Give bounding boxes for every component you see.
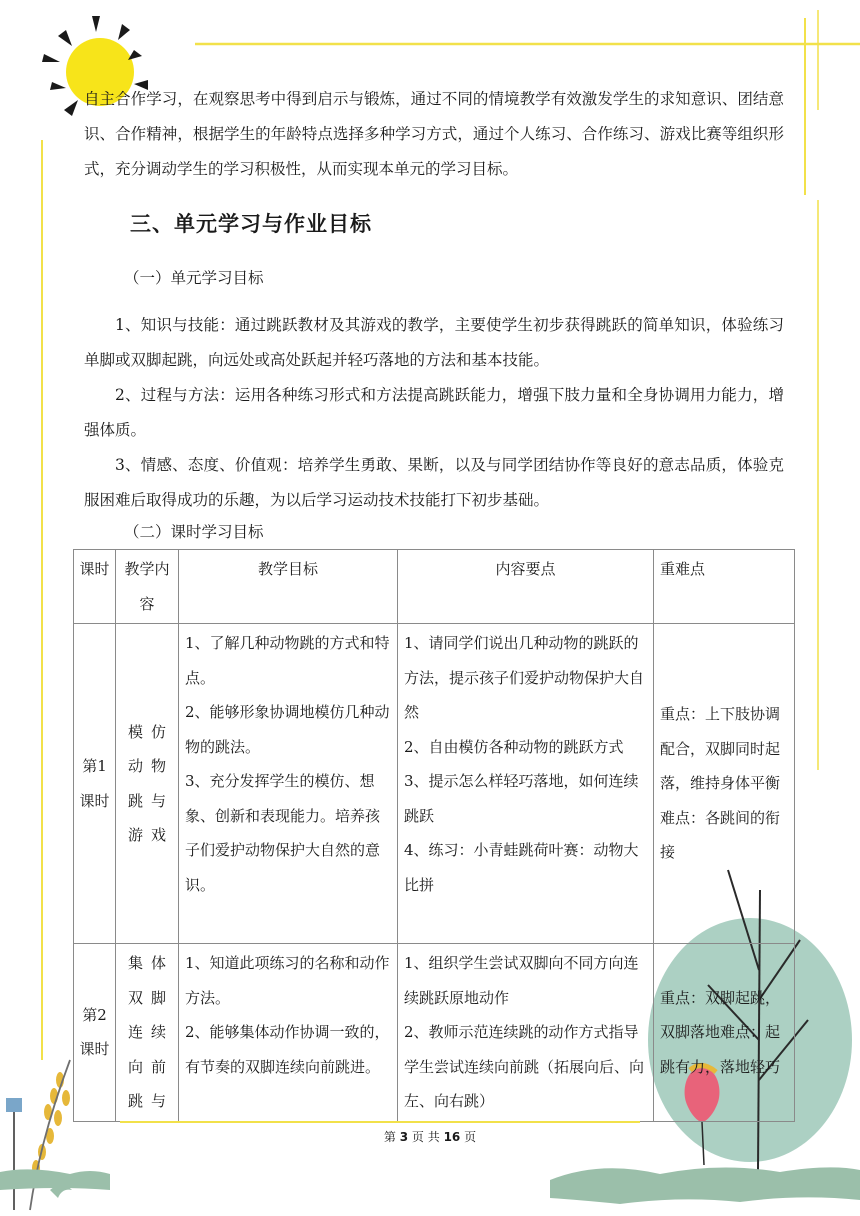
row1-key-point-1: 重点：上下肢协调配合，双脚同时起落，维持身体平衡 xyxy=(660,705,781,793)
row1-points xyxy=(398,624,654,944)
section-heading: 三、单元学习与作业目标 xyxy=(130,211,372,236)
row1-point-2: 2、自由模仿各种动物的跳跃方式 xyxy=(404,737,624,756)
lesson-goals-table xyxy=(73,549,795,1122)
footer-rule-decoration xyxy=(0,1120,860,1124)
row1-point-4: 4、练习：小青蛙跳荷叶赛：动物大比拼 xyxy=(404,841,639,894)
row1-key-point-2: 难点：各跳间的衔接 xyxy=(660,808,781,862)
row2-objective-2: 2、能够集体动作协调一致的，有节奏的双脚连续向前跳进。 xyxy=(185,1023,390,1076)
header-points: 内容要点 xyxy=(398,550,654,624)
header-content: 教学内容 xyxy=(116,550,179,624)
intro-paragraph: 自主合作学习，在观察思考中得到启示与锻炼，通过不同的情境教学有效激发学生的求知意识、团结意识、合作精神，根据学生的年龄特点选择多种学习方式，通过个人练习、合作练习、游戏比赛等组织形式，充分调动学生的学习积极性，从而实现本单元的学习目标。 xyxy=(84,90,784,178)
row1-objective-2: 2、能够形象协调地模仿几种动物的跳法。 xyxy=(185,703,390,756)
row2-objective-1: 1、知道此项练习的名称和动作方法。 xyxy=(185,954,390,1007)
unit-goals-heading: （一）单元学习目标 xyxy=(124,269,264,287)
footer-prefix: 第 xyxy=(383,1130,396,1144)
table-header-row xyxy=(74,550,795,624)
row2-content: 集体双脚连续向前跳与 xyxy=(116,944,179,1122)
row2-point-1: 1、组织学生尝试双脚向不同方向连续跳跃原地动作 xyxy=(404,954,639,1007)
header-objectives: 教学目标 xyxy=(179,550,398,624)
header-lesson: 课时 xyxy=(74,550,116,624)
footer-total-pages: 16 xyxy=(443,1130,461,1144)
row2-point-2: 2、教师示范连续跳的动作方式指导学生尝试连续向前跳（拓展向后、向左、向右跳） xyxy=(404,1023,645,1110)
footer-suffix: 页 xyxy=(464,1130,477,1144)
row2-objectives xyxy=(179,944,398,1122)
table-row xyxy=(74,624,795,944)
footer-page-number: 3 xyxy=(399,1130,409,1144)
row2-points xyxy=(398,944,654,1122)
footer-middle: 页 共 xyxy=(411,1130,440,1144)
ground-decoration xyxy=(0,1150,860,1216)
table-row xyxy=(74,944,795,1122)
row1-lesson: 第1课时 xyxy=(74,624,116,944)
row1-objective-3: 3、充分发挥学生的模仿、想象、创新和表现能力。培养孩子们爱护动物保护大自然的意识。 xyxy=(185,772,381,894)
row1-objective-1: 1、了解几种动物跳的方式和特点。 xyxy=(185,634,390,687)
goal-attitude: 3、情感、态度、价值观：培养学生勇敢、果断，以及与同学团结协作等良好的意志品质，体验克服困难后取得成功的乐趣，为以后学习运动技术技能打下初步基础。 xyxy=(84,456,784,509)
row1-key-points xyxy=(654,624,795,944)
page-footer xyxy=(0,1128,860,1145)
row2-lesson: 第2课时 xyxy=(74,944,116,1122)
row1-content: 模仿动物跳与游戏 xyxy=(116,624,179,944)
row1-point-3: 3、提示怎么样轻巧落地，如何连续跳跃 xyxy=(404,772,639,825)
row2-key-point-1: 重点：双脚起跳，双脚落地难点：起跳有力，落地轻巧 xyxy=(660,988,781,1076)
row1-objectives xyxy=(179,624,398,944)
goal-process: 2、过程与方法：运用各种练习形式和方法提高跳跃能力，增强下肢力量和全身协调用力能力，增强体质。 xyxy=(84,386,784,439)
header-key-points: 重难点 xyxy=(654,550,795,624)
lesson-goals-heading: （二）课时学习目标 xyxy=(124,523,264,541)
row1-point-1: 1、请同学们说出几种动物的跳跃的方法，提示孩子们爱护动物保护大自然 xyxy=(404,634,645,721)
row2-key-points xyxy=(654,944,795,1122)
goal-knowledge: 1、知识与技能：通过跳跃教材及其游戏的教学，主要使学生初步获得跳跃的简单知识，体验练习单脚或双脚起跳，向远处或高处跃起并轻巧落地的方法和基本技能。 xyxy=(84,316,784,369)
